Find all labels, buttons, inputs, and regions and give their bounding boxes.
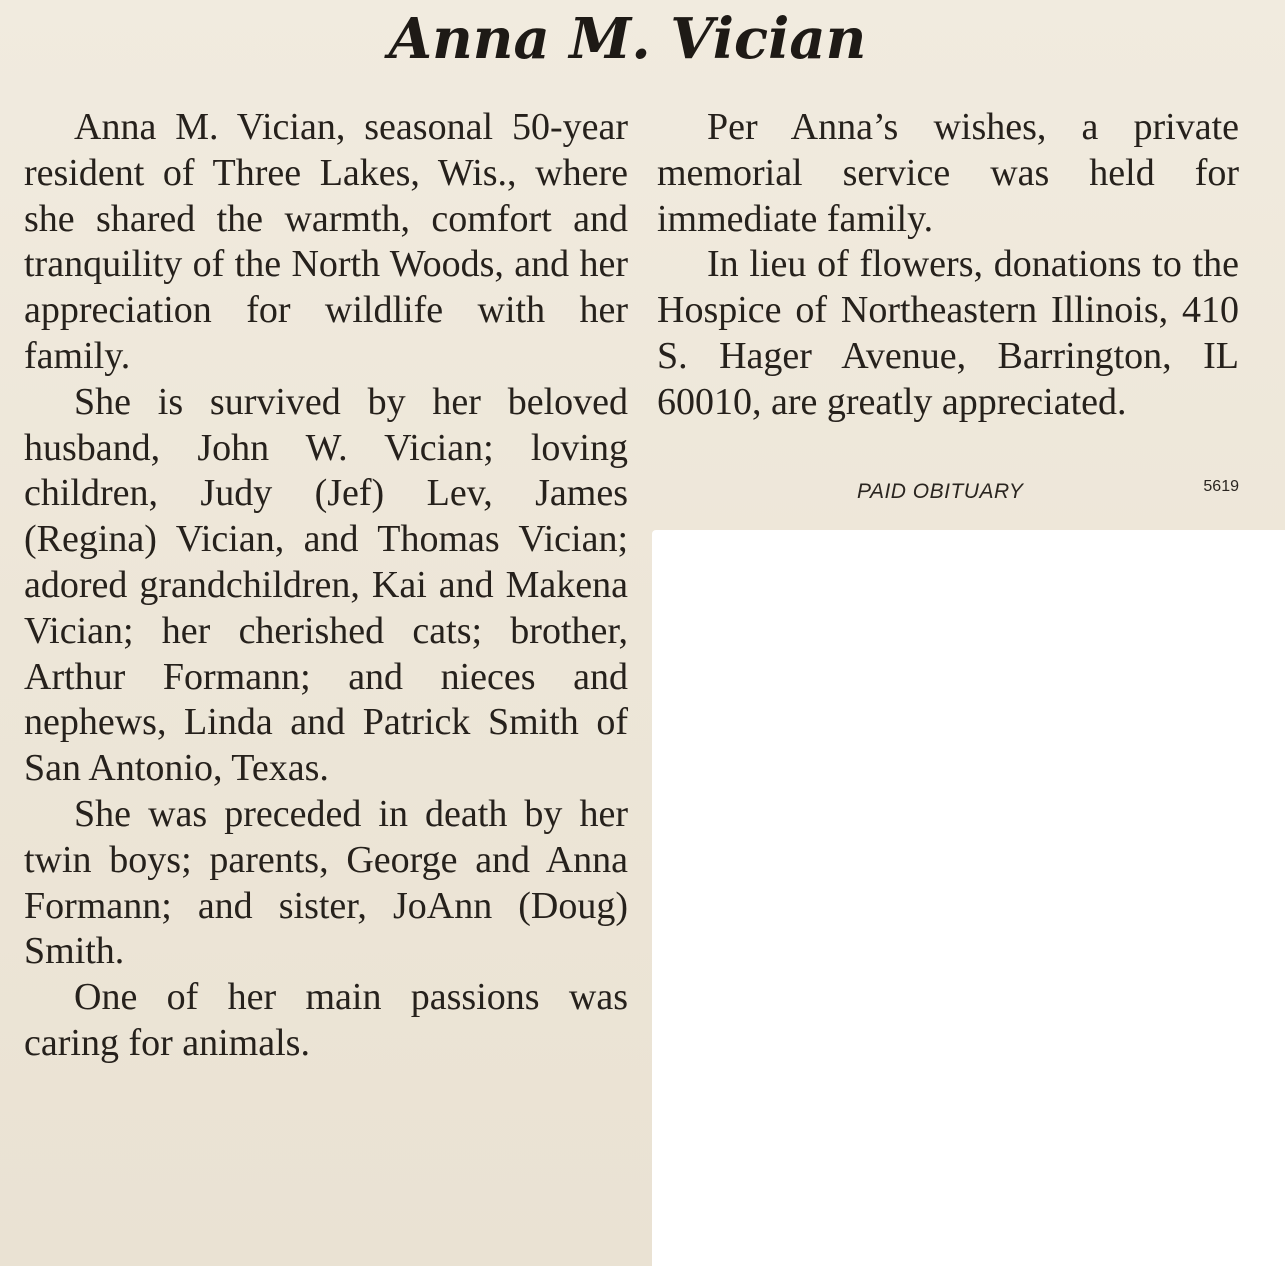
passions-paragraph: One of her main passions was caring for animals. (24, 976, 628, 1064)
obituary-title: Anna M. Vician (388, 6, 867, 72)
donations-paragraph: In lieu of flowers, donations to the Hospice of Northeastern Illinois, 410 S. Hager Avenue, Barrington, IL 60010, are greatly appreciated. (657, 243, 1239, 423)
blank-area (652, 530, 1285, 1266)
preceded-paragraph: She was preceded in death by her twin boys; parents, George and Anna Formann; and sister, JoAnn (Doug) Smith. (24, 792, 628, 973)
survivors-paragraph: She is survived by her beloved husband, John W. Vician; loving children, Judy (Jef) Lev, James (Regina) Vician, and Thomas Vician; adored grandchildren, Kai and Makena Vician; her cherished cats; brother, Arthur Formann; and nieces and nephews, Linda and Patrick Smith of San Antonio, Texas. (24, 380, 628, 790)
paid-obituary-label: PAID OBITUARY (857, 480, 1024, 503)
left-column (24, 105, 628, 1067)
signature-row (657, 474, 1239, 510)
service-paragraph: Per Anna’s wishes, a private memorial service was held for immediate family. (657, 106, 1239, 240)
intro-paragraph: Anna M. Vician, seasonal 50-year resident of Three Lakes, Wis., where she shared the warmth, comfort and tranquility of the North Woods, and her appreciation for wildlife with her family. (24, 106, 628, 377)
ad-code: 5619 (1203, 478, 1239, 495)
right-column (657, 105, 1239, 426)
